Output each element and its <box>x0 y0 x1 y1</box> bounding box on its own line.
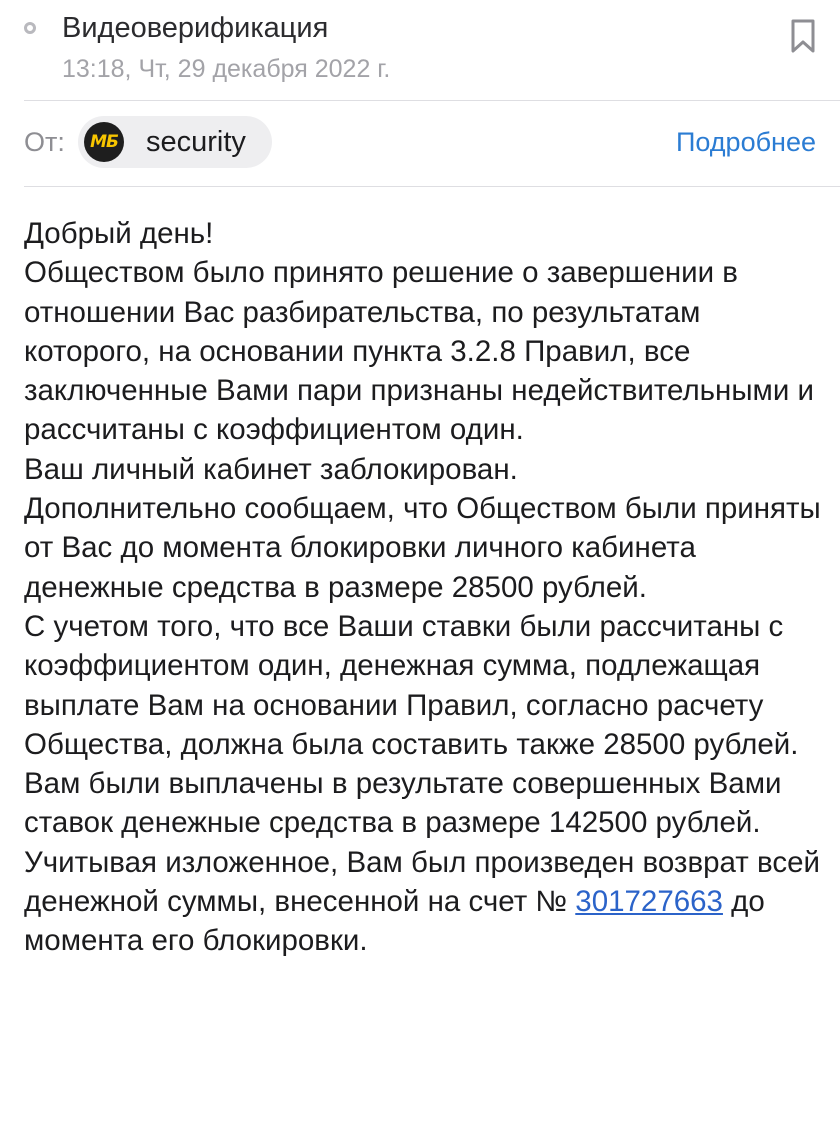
from-row <box>0 102 840 182</box>
sender-name: security <box>146 126 246 158</box>
message-header <box>0 0 840 92</box>
unread-dot-icon[interactable] <box>24 22 36 34</box>
message-paragraph: Обществом было принято решение о завершении в отношении Вас разбирательства, по результатам которого, на основании пункта 3.2.8 Правил, все заключенные Вами пари признаны недействительными и рассчитаны с коэффициентом один. <box>24 256 814 447</box>
last-paragraph-end: до момента его блокировки. <box>24 885 765 958</box>
account-number-link[interactable]: 301727663 <box>575 885 723 919</box>
last-paragraph-text: Учитывая изложенное, Вам был произведен возврат всей денежной суммы, внесенной на счет № <box>24 845 820 919</box>
sender-avatar <box>84 122 124 162</box>
header-divider <box>24 100 840 101</box>
message-paragraph: Добрый день! <box>24 217 214 250</box>
sender-chip[interactable] <box>78 116 272 168</box>
from-label: От: <box>24 127 65 157</box>
message-paragraph: Вам были выплачены в результате совершенных Вами ставок денежные средства в размере 142500 рублей. <box>24 767 782 840</box>
message-paragraph: Дополнительно сообщаем, что Обществом были приняты от Вас до момента блокировки личного кабинета денежные средства в размере 28500 рублей. <box>24 492 821 604</box>
from-divider <box>24 186 840 187</box>
message-paragraph: С учетом того, что все Ваши ставки были рассчитаны с коэффициентом один, денежная сумма, подлежащая выплате Вам на основании Правил, согласно расчету Общества, должна была составить также 28500 рублей. <box>24 609 799 761</box>
message-date: 13:18, Чт, 29 декабря 2022 г. <box>62 55 391 83</box>
message-body <box>24 214 824 961</box>
message-paragraph: Ваш личный кабинет заблокирован. <box>24 452 518 486</box>
details-link[interactable]: Подробнее <box>675 127 816 157</box>
sender-logo-text: МБ <box>90 132 118 152</box>
message-paragraph-last <box>24 843 824 961</box>
message-subject: Видеоверификация <box>62 12 329 44</box>
bookmark-icon[interactable] <box>790 18 816 54</box>
